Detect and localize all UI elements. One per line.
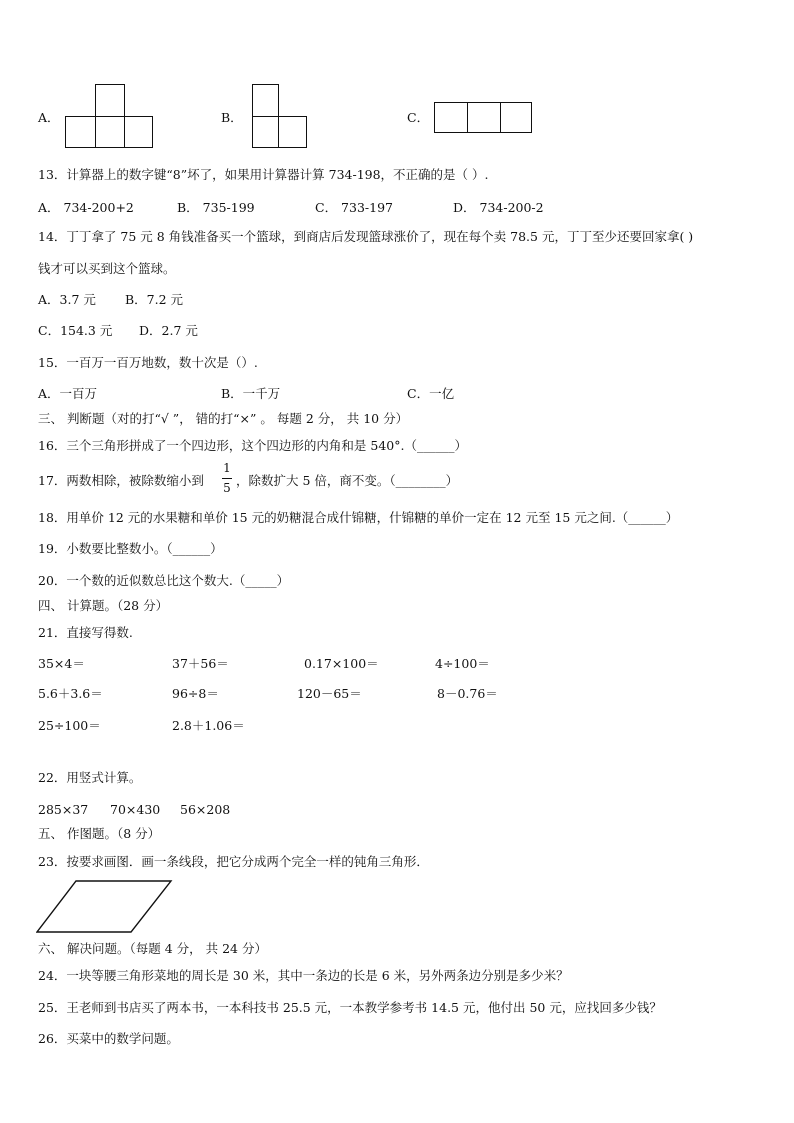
q17-fraction-numerator: 1 [223, 461, 231, 475]
q22-item: 285×37 [38, 802, 89, 817]
q21-item: 2.8＋1.06＝ [172, 718, 245, 733]
q22-item: 70×430 [110, 802, 161, 817]
q14-option-c[interactable]: C．154.3 元 [38, 323, 113, 338]
q21-item: 120－65＝ [297, 686, 362, 701]
q17-text-after: ，除数扩大 5 倍，商不变。（________） [236, 473, 459, 488]
q17-fraction-denominator: 5 [223, 481, 231, 495]
q21-item: 25÷100＝ [38, 718, 101, 733]
section-6-title: 六、 解决问题。（每题 4 分， 共 24 分） [38, 941, 267, 956]
section-5-title: 五、 作图题。（8 分） [38, 826, 161, 841]
q15-option-a[interactable]: A．一百万 [38, 386, 98, 401]
q21-item: 4÷100＝ [435, 656, 490, 671]
section-3-title: 三、 判断题（对的打“√ ”， 错的打“×” 。 每题 2 分， 共 10 分） [38, 411, 409, 426]
q14-option-d[interactable]: D．2.7 元 [139, 323, 198, 338]
q15-question: 15．一百万一百万地数，数十次是（）. [38, 355, 258, 370]
q16-question: 16．三个三角形拼成了一个四边形，这个四边形的内角和是 540°.（______） [38, 438, 467, 453]
q12-option-a-label[interactable]: A． [38, 110, 60, 125]
q20-question: 20．一个数的近似数总比这个数大.（_____） [38, 573, 290, 588]
q22-question: 22．用竖式计算。 [38, 770, 142, 785]
q15-option-b[interactable]: B．一千万 [221, 386, 281, 401]
q12-option-c-label[interactable]: C． [407, 110, 430, 125]
q19-question: 19．小数要比整数小。（______） [38, 541, 223, 556]
q21-item: 96÷8＝ [172, 686, 219, 701]
q23-question: 23．按要求画图．画一条线段，把它分成两个完全一样的钝角三角形． [38, 854, 429, 869]
q24-question: 24．一块等腰三角形菜地的周长是 30 米，其中一条边的长是 6 米，另外两条边分别是多少米？ [38, 968, 569, 983]
q23-parallelogram [36, 878, 176, 936]
q17-text-before: 17．两数相除，被除数缩小到 [38, 473, 204, 488]
q25-question: 25．王老师到书店买了两本书，一本科技书 25.5 元，一本教学参考书 14.5 元，他付出 50 元，应找回多少钱？ [38, 1000, 662, 1015]
section-4-title: 四、 计算题。（28 分） [38, 598, 169, 613]
q15-option-c[interactable]: C．一亿 [407, 386, 455, 401]
q14-option-b[interactable]: B．7.2 元 [125, 292, 184, 307]
q21-item: 8－0.76＝ [437, 686, 498, 701]
q13-option-c[interactable]: C． 733-197 [315, 200, 393, 215]
q26-question: 26．买菜中的数学问题。 [38, 1031, 179, 1046]
q21-item: 0.17×100＝ [304, 656, 379, 671]
q13-option-a[interactable]: A． 734-200+2 [38, 200, 134, 215]
q21-item: 35×4＝ [38, 656, 85, 671]
q21-item: 5.6＋3.6＝ [38, 686, 103, 701]
q12-option-b-label[interactable]: B． [221, 110, 243, 125]
q18-question: 18．用单价 12 元的水果糖和单价 15 元的奶糖混合成什锦糖，什锦糖的单价一定在 12 元至 15 元之间.（______） [38, 510, 679, 525]
q13-option-b[interactable]: B． 735-199 [177, 200, 255, 215]
q13-option-d[interactable]: D． 734-200-2 [453, 200, 544, 215]
q13-question: 13．计算器上的数字键“8”坏了，如果用计算器计算 734-198，不正确的是（ ）. [38, 167, 489, 182]
q21-item: 37＋56＝ [172, 656, 229, 671]
q17-fraction-bar [222, 478, 232, 479]
q14-question-line2: 钱才可以买到这个篮球。 [38, 261, 176, 276]
q21-question: 21．直接写得数. [38, 625, 133, 640]
q14-option-a[interactable]: A．3.7 元 [38, 292, 96, 307]
q22-item: 56×208 [180, 802, 231, 817]
q14-question-line1: 14．丁丁拿了 75 元 8 角钱准备买一个篮球，到商店后发现篮球涨价了，现在每个卖 78.5 元，丁丁至少还要回家拿( ) [38, 229, 694, 244]
